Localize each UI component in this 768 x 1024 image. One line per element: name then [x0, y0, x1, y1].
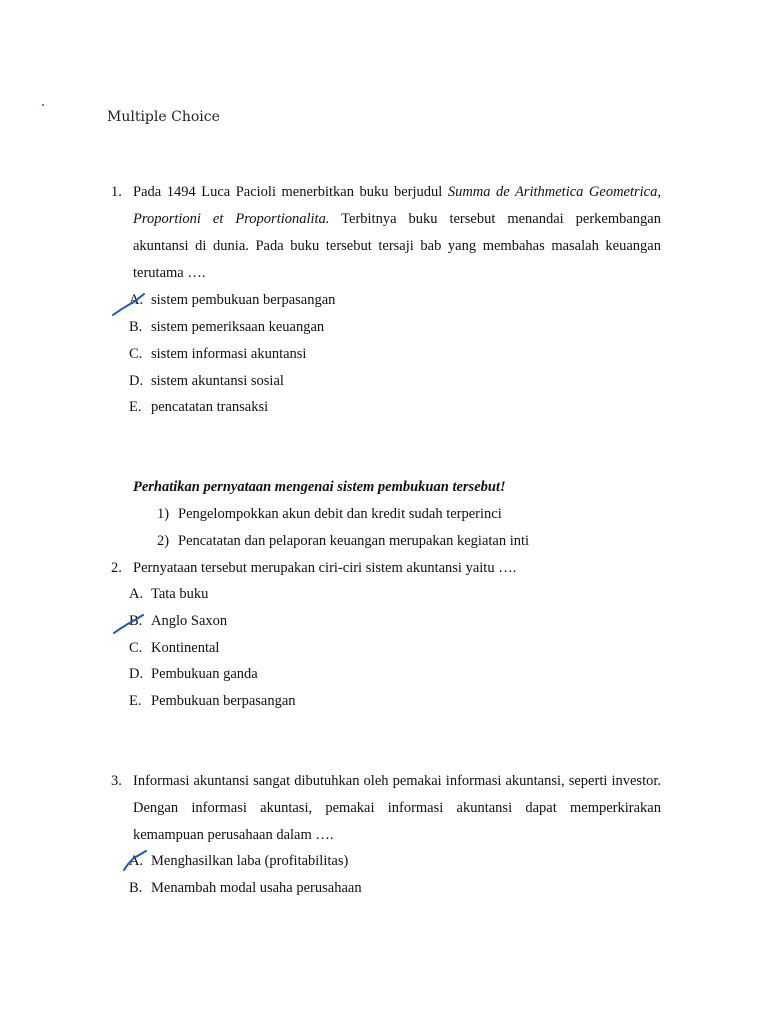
- option-text: Pembukuan berpasangan: [151, 693, 296, 709]
- option-letter: A.: [129, 586, 144, 602]
- option-a[interactable]: [129, 581, 208, 608]
- option-e[interactable]: [129, 688, 296, 715]
- option-letter: D.: [129, 373, 144, 389]
- option-d[interactable]: [129, 368, 284, 395]
- question-stem: Pernyataan tersebut merupakan ciri-ciri sistem akuntansi yaitu ….: [133, 560, 517, 576]
- option-letter: D.: [129, 666, 144, 682]
- checkmark-icon: [120, 848, 150, 874]
- option-letter: B.: [129, 613, 143, 629]
- stem-text: Terbitnya buku tersebut menandai perkembangan akuntansi di dunia. Pada buku tersebut tersaji bab yang membahas masalah keuangan terutama ….: [133, 211, 661, 281]
- option-text: sistem informasi akuntansi: [151, 346, 307, 362]
- option-text: Tata buku: [151, 586, 209, 602]
- option-c[interactable]: [129, 635, 219, 662]
- option-a[interactable]: [129, 287, 335, 314]
- option-letter: A.: [129, 292, 144, 308]
- statement-number: 2): [157, 533, 170, 549]
- option-letter: B.: [129, 880, 143, 896]
- option-text: Menghasilkan laba (profitabilitas): [151, 853, 349, 869]
- option-b[interactable]: [129, 875, 362, 902]
- option-text: Anglo Saxon: [151, 613, 228, 629]
- question-intro: Perhatikan pernyataan mengenai sistem pembukuan tersebut!: [133, 479, 506, 495]
- statement-2: [157, 528, 529, 555]
- stray-dot: [42, 104, 44, 106]
- question-number: 1.: [111, 184, 122, 200]
- option-letter: B.: [129, 319, 143, 335]
- checkmark-icon: [110, 611, 146, 637]
- statement-1: [157, 501, 502, 528]
- page-title: Multiple Choice: [107, 109, 220, 125]
- option-letter: E.: [129, 693, 142, 709]
- question-number: 3.: [111, 773, 122, 789]
- option-letter: E.: [129, 399, 142, 415]
- option-letter: A.: [129, 853, 144, 869]
- option-text: sistem akuntansi sosial: [151, 373, 284, 389]
- checkmark-icon: [110, 290, 146, 320]
- question-number: 2.: [111, 560, 122, 576]
- option-c[interactable]: [129, 341, 306, 368]
- question-stem: [133, 179, 661, 287]
- option-text: Kontinental: [151, 640, 220, 656]
- option-text: sistem pemeriksaan keuangan: [151, 319, 325, 335]
- option-b[interactable]: [129, 314, 324, 341]
- option-text: Pembukuan ganda: [151, 666, 258, 682]
- option-text: sistem pembukuan berpasangan: [151, 292, 336, 308]
- book-title: Summa de Arithmetica Geometrica, Proportioni et Proportionalita.: [133, 184, 661, 227]
- stem-text: Pada 1494 Luca Pacioli menerbitkan buku berjudul: [133, 184, 448, 200]
- question-stem: Informasi akuntansi sangat dibutuhkan oleh pemakai informasi akuntansi, seperti investor. Dengan informasi akuntasi, pemakai informasi akuntansi dapat memperkirakan kemampuan perusahaan dalam ….: [133, 773, 661, 843]
- statement-text: Pencatatan dan pelaporan keuangan merupakan kegiatan inti: [178, 533, 530, 549]
- option-letter: C.: [129, 640, 143, 656]
- option-letter: C.: [129, 346, 143, 362]
- option-text: pencatatan transaksi: [151, 399, 269, 415]
- option-a[interactable]: [129, 848, 348, 875]
- option-e[interactable]: [129, 394, 268, 421]
- statement-number: 1): [157, 506, 170, 522]
- statement-text: Pengelompokkan akun debit dan kredit sudah terperinci: [178, 506, 502, 522]
- option-d[interactable]: [129, 661, 258, 688]
- option-text: Menambah modal usaha perusahaan: [151, 880, 362, 896]
